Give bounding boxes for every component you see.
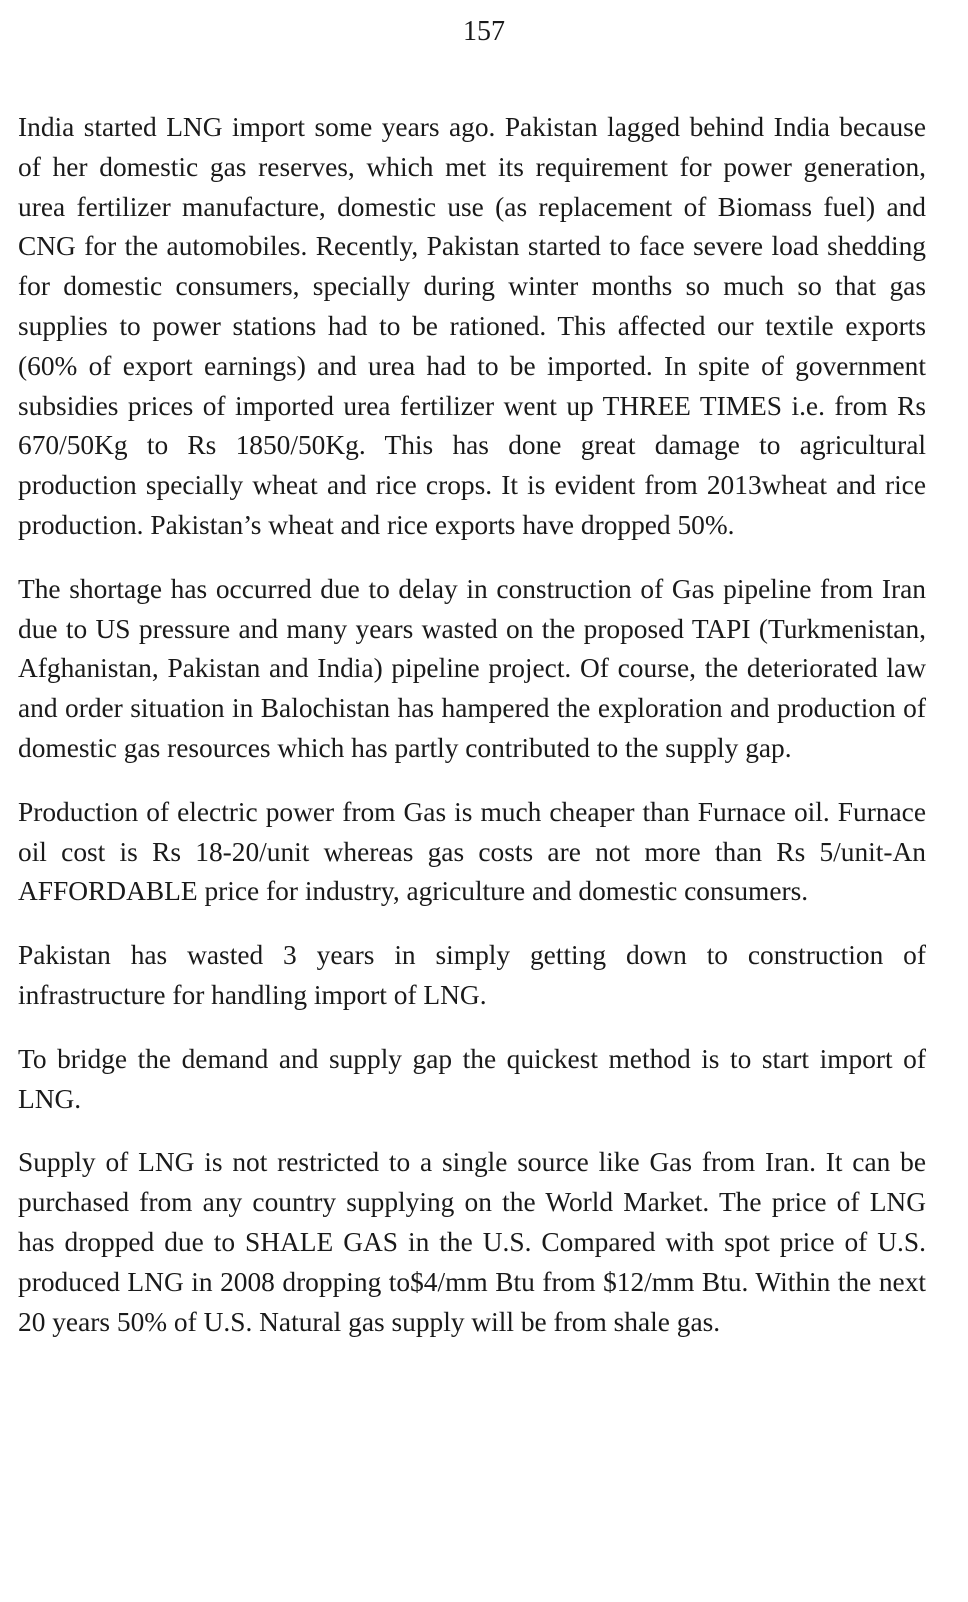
paragraph-bridge-gap: To bridge the demand and supply gap the quickest method is to start import of LNG.	[18, 1043, 926, 1114]
paragraph-lng-import-history: India started LNG import some years ago. Pakistan lagged behind India because of her domestic gas reserves, which met its requirement for power generation, urea fertilizer manufacture, domestic use (as replacement of Biomass fuel) and CNG for the automobiles. Recently, Pakistan started to face severe load shedding for domestic consumers, specially during winter months so much so that gas supplies to power stations had to be rationed. This affected our textile exports (60% of export earnings) and urea had to be imported. In spite of government subsidies prices of imported urea fertilizer went up THREE TIMES i.e. from Rs 670/50Kg to Rs 1850/50Kg. This has done great damage to agricultural production specially wheat and rice crops. It is evident from 2013wheat and rice production. Pakistan’s wheat and rice exports have dropped 50%.	[18, 112, 926, 540]
paragraph-shortage-causes: The shortage has occurred due to delay in construction of Gas pipeline from Iran due to US pressure and many years wasted on the proposed TAPI (Turkmenistan, Afghanistan, Pakistan and India) pipeline project. Of course, the deteriorated law and order situation in Balochistan has hampered the exploration and production of domestic gas resources which has partly contributed to the supply gap.	[18, 573, 926, 763]
paragraph-lng-supply-price: Supply of LNG is not restricted to a single source like Gas from Iran. It can be purchased from any country supplying on the World Market. The price of LNG has dropped due to SHALE GAS in the U.S. Compared with spot price of U.S. produced LNG in 2008 dropping to$4/mm Btu from $12/mm Btu. Within the next 20 years 50% of U.S. Natural gas supply will be from shale gas.	[18, 1147, 926, 1337]
page-number: 157	[463, 16, 505, 47]
paragraph-power-cost-comparison: Production of electric power from Gas is much cheaper than Furnace oil. Furnace oil cost is Rs 18-20/unit whereas gas costs are not more than Rs 5/unit-An AFFORDABLE price for industry, agriculture and domestic consumers.	[18, 796, 926, 907]
paragraph-wasted-years: Pakistan has wasted 3 years in simply getting down to construction of infrastructure for handling import of LNG.	[18, 940, 926, 1010]
text-body	[18, 108, 926, 1342]
